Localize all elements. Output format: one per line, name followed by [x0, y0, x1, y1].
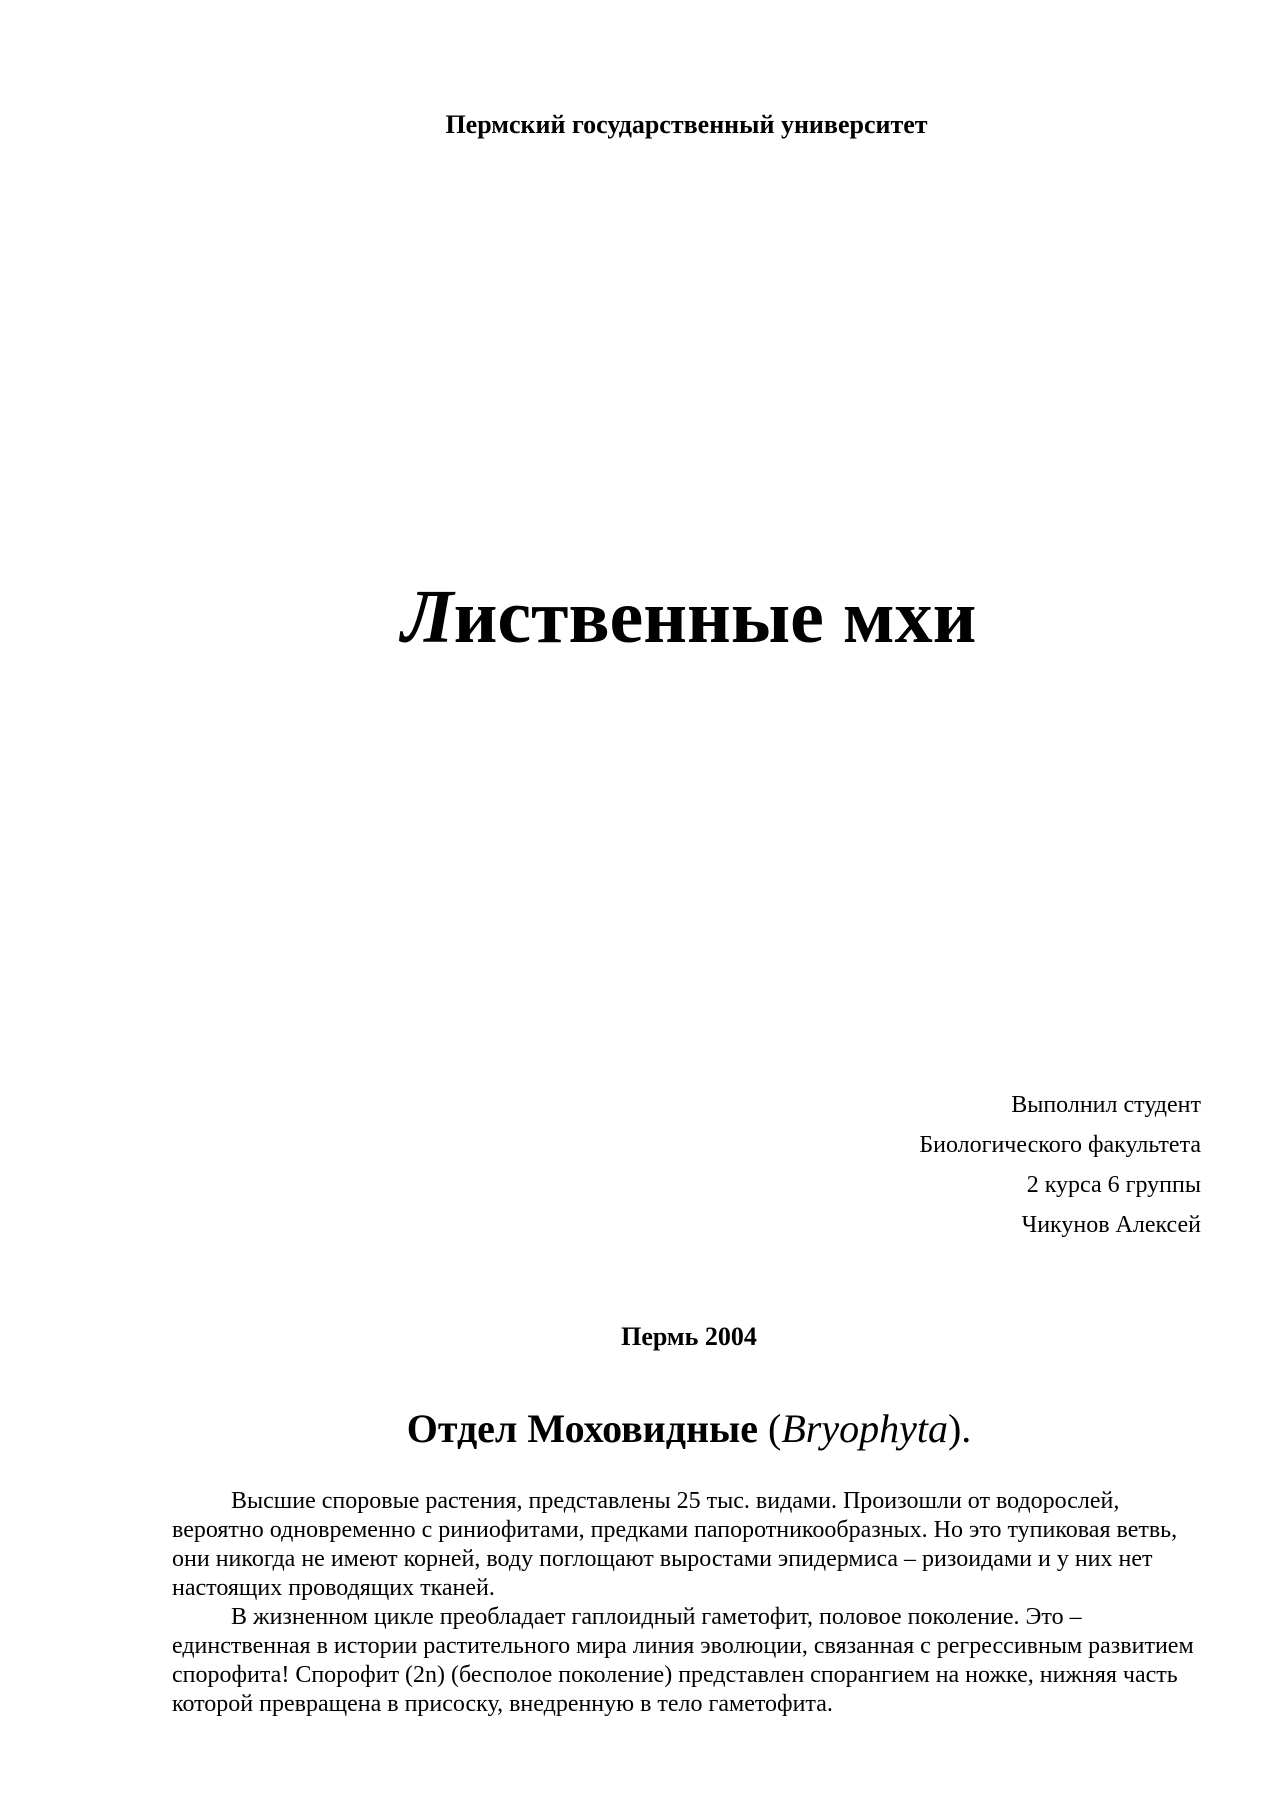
main-title-initial: Л: [401, 575, 454, 659]
author-line: Биологического факультета: [919, 1132, 1201, 1158]
city-year: Пермь 2004: [621, 1322, 757, 1351]
section-title-paren-close: ).: [947, 1406, 972, 1451]
main-title: [0, 572, 1280, 662]
author-line: 2 курса 6 группы: [1026, 1172, 1201, 1198]
author-line: Чикунов Алексей: [1021, 1212, 1201, 1238]
author-block: [601, 1085, 1201, 1245]
paragraph: Высшие споровые растения, представлены 25 тыс. видами. Произошли от водорослей, вероятно одновременно с риниофитами, предками папоротникообразных. Но это тупиковая ветвь, они никогда не имеют корней, воду поглощают выростами эпидермиса – ризоидами и у них нет настоящих проводящих тканей.: [172, 1488, 1178, 1601]
main-title-rest: иственные мхи: [453, 575, 977, 659]
section-title-text: Отдел Моховидные: [406, 1406, 768, 1451]
university-name: Пермский государственный университет: [445, 110, 928, 139]
section-title-latin-name: Bryophyta: [781, 1406, 948, 1451]
author-line: Выполнил студент: [1011, 1092, 1201, 1118]
paragraph: В жизненном цикле преобладает гаплоидный гаметофит, половое поколение. Это – единственная в истории растительного мира линия эволюции, связанная с регрессивным развитием спорофита! Спорофит (2n) (бесполое поколение) представлен спорангием на ножке, нижняя часть которой превращена в присоску, внедренную в тело гаметофита.: [172, 1604, 1194, 1717]
section-body: [172, 1487, 1196, 1719]
section-title-paren-open: (: [768, 1406, 782, 1451]
section-title: [0, 1403, 1280, 1455]
